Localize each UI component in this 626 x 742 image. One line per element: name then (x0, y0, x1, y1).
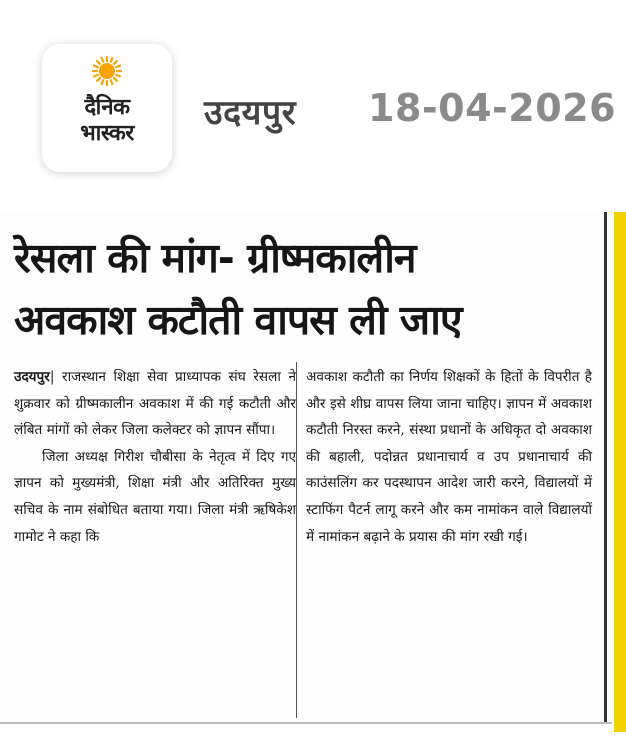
clipping-border-right (604, 212, 607, 722)
sun-ray (116, 66, 120, 68)
app-header (0, 0, 626, 200)
headline-line1: रेसला की मांग- ग्रीष्मकालीन (14, 234, 416, 282)
sun-ray (114, 61, 117, 64)
sun-ray (111, 58, 113, 62)
article-paragraph: अवकाश कटौती का निर्णय शिक्षकों के हितों के विपरीत है और इसे शीघ्र वापस लिया जाना चाहिए। ज्ञापन में अवकाश कटौती निरस्त करने, संस्था प्रधानों के अधिकृत दो अवकाश की बहाली, पदोन्नत प्रधानाचार्य व उप प्रधानाचार्य की काउंसलिंग कर पदस्थापन आदेश जारी करने, विद्यालयों में स्टाफिंग पैटर्न लागू करने और कम नामांकन वाले विद्यालयों में नामांकन बढ़ाने के प्रयास की मांग रखी गई। (306, 369, 592, 545)
clipping-border-bottom (0, 722, 612, 724)
sun-ray (114, 78, 117, 81)
sun-ray (102, 58, 104, 62)
edition-city: उदयपुर (204, 93, 297, 133)
sun-ray (116, 75, 120, 77)
logo-text-line2: भास्कर (80, 121, 134, 146)
article-column-right (306, 364, 592, 550)
sun-ray (111, 80, 113, 84)
adjacent-page-strip (614, 212, 626, 732)
article-paragraph: जिला अध्यक्ष गिरीश चौबीसा के नेतृत्व में दिए गए ज्ञापन को मुख्यमंत्री, शिक्षा मंत्री और अतिरिक्त मुख्य सचिव के नाम संबोधित बताया गया। जिला मंत्री ऋषिकेश गामोट ने कहा कि (14, 448, 296, 545)
column-divider (296, 362, 297, 718)
article-column-left (14, 364, 296, 550)
sun-ray (102, 80, 104, 84)
edition-date: 18-04-2026 (368, 86, 617, 130)
sun-ray (94, 75, 98, 77)
article-paragraph: उदयपुर| राजस्थान शिक्षा सेवा प्राध्यापक संघ रेसला ने शुक्रवार को ग्रीष्मकालीन अवकाश में की गई कटौती और लंबित मांगों को लेकर जिला कलेक्टर को ज्ञापन सौंपा। (14, 369, 296, 439)
sun-ray (94, 66, 98, 68)
headline-line2: अवकाश कटौती वापस ली जाए (14, 296, 462, 344)
paragraph-text: राजस्थान शिक्षा सेवा प्राध्यापक संघ रेसला ने शुक्रवार को ग्रीष्मकालीन अवकाश में की गई कटौती और लंबित मांगों को लेकर जिला कलेक्टर को ज्ञापन सौंपा। (14, 369, 296, 439)
sun-icon (92, 56, 122, 86)
dainik-bhaskar-logo[interactable] (42, 44, 172, 172)
logo-text-line1: दैनिक (84, 95, 130, 120)
sun-ray (97, 78, 100, 81)
sun-ray (97, 61, 100, 64)
dateline: उदयपुर (14, 369, 50, 385)
